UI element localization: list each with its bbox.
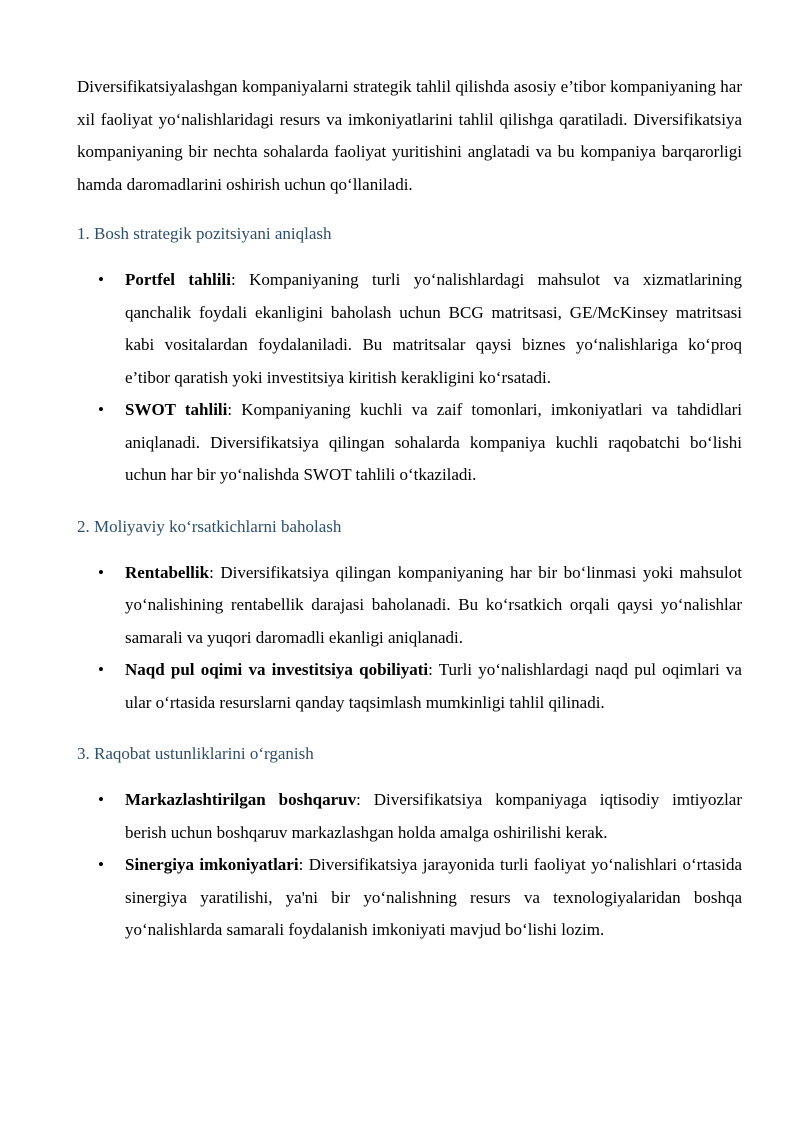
bullet-icon: •	[98, 855, 104, 874]
item-text: : Diversifikatsiya kompaniyaga iqtisodiy imtiyozlar berish uchun boshqaruv markazlashgan holda amalga oshirilishi kerak.	[125, 790, 742, 842]
intro-paragraph: Diversifikatsiyalashgan kompaniyalarni strategik tahlil qilishda asosiy e’tibor kompaniyaning har xil faoliyat yo‘nalishlaridagi resurs va imkoniyatlarini tahlil qilishga qaratiladi. Diversifikatsiya kompaniyaning bir nechta sohalarda faoliyat yuritishini anglatadi va bu kompaniya barqarorligi hamda daromadlarini oshirish uchun qo‘llaniladi.	[77, 77, 742, 194]
bullet-icon: •	[98, 270, 104, 289]
section-heading-3: 3. Raqobat ustunliklarini o‘rganish	[77, 744, 314, 763]
item-term: Rentabellik	[125, 562, 210, 582]
item-text: : Kompaniyaning kuchli va zaif tomonlari, imkoniyatlari va tahdidlari aniqlanadi. Diversifikatsiya qilingan sohalarda kompaniya kuchli raqobatchi bo‘lishi uchun har bir yo‘nalishda SWOT tahlili o‘tkaziladi.	[125, 400, 742, 484]
list-item	[98, 849, 742, 947]
bullet-icon: •	[98, 660, 104, 679]
item-term: Sinergiya imkoniyatlari	[125, 855, 299, 874]
list-item	[98, 264, 743, 394]
bullet-icon: •	[98, 400, 104, 419]
list-item	[98, 394, 742, 492]
section-heading-1: 1. Bosh strategik pozitsiyani aniqlash	[77, 224, 332, 243]
bullet-list-1	[77, 264, 742, 492]
bullet-icon: •	[98, 562, 104, 582]
item-text: : Diversifikatsiya jarayonida turli faoliyat yo‘nalishlari o‘rtasida sinergiya yaratilishi, ya'ni bir yo‘nalishning resurs va texnologiyalaridan boshqa yo‘nalishlarda samarali foydalanish imkoniyati mavjud bo‘lishi lozim.	[125, 855, 742, 939]
item-text: : Diversifikatsiya qilingan kompaniyaning har bir bo‘linmasi yoki mahsulot yo‘nalishining rentabellik darajasi baholanadi. Bu ko‘rsatkich orqali qaysi yo‘nalishlar samarali va yuqori daromadli ekanligi aniqlanadi.	[125, 562, 742, 647]
section-heading-2: 2. Moliyaviy ko‘rsatkichlarni baholash	[77, 516, 342, 536]
bullet-list-2	[77, 557, 742, 720]
item-term: Markazlashtirilgan boshqaruv	[125, 790, 357, 809]
item-term: Naqd pul oqimi va investitsiya qobiliyati	[125, 660, 429, 679]
item-text: : Kompaniyaning turli yo‘nalishlardagi mahsulot va xizmatlarining qanchalik foydali ekanligini baholash uchun BCG matritsasi, GE/McKinsey matritsasi kabi vositalardan foydalaniladi. Bu matritsalar qaysi biznes yo‘nalishlariga ko‘proq e’tibor qaratish yoki investitsiya kiritish kerakligini ko‘rsatadi.	[125, 270, 743, 387]
item-term: Portfel tahlili	[125, 270, 231, 289]
bullet-list-3	[77, 784, 742, 947]
list-item	[98, 784, 742, 849]
list-item	[98, 654, 742, 719]
item-text: : Turli yo‘nalishlardagi naqd pul oqimlari va ular o‘rtasida resurslarni qanday taqsimlash mumkinligi tahlil qilinadi.	[125, 660, 742, 712]
bullet-icon: •	[98, 790, 104, 809]
item-term: SWOT tahlili	[125, 400, 228, 419]
list-item	[98, 557, 742, 655]
